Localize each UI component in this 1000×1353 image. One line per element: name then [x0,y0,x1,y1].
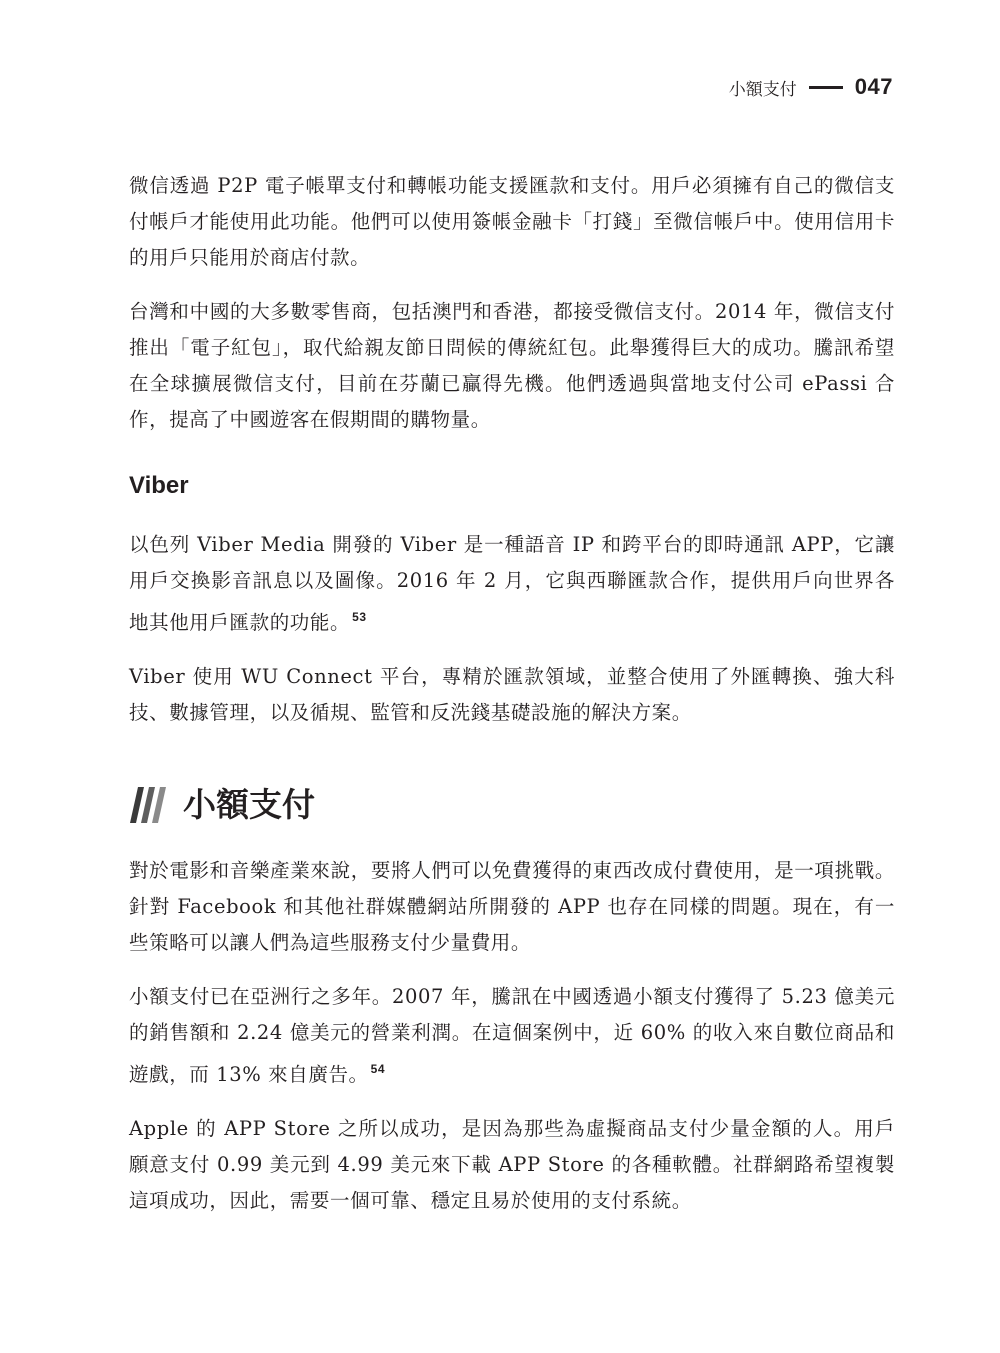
paragraph-viber-intro-text: 以色列 Viber Media 開發的 Viber 是一種語音 IP 和跨平台的即時通訊 APP，它讓用戶交換影音訊息以及圖像。2016 年 2 月，它與西聯匯款合作，提供用戶向世界各地其他用戶匯款的功能。 [129,533,895,634]
paragraph-micropay-tencent [129,979,895,1093]
paragraph-micropay-challenge: 對於電影和音樂產業來說，要將人們可以免費獲得的東西改成付費使用，是一項挑戰。針對 Facebook 和其他社群媒體網站所開發的 APP 也存在同樣的問題。現在，有一些策略可以讓人們為這些服務支付少量費用。 [129,859,895,954]
paragraph-viber-wu-connect: Viber 使用 WU Connect 平台，專精於匯款領域，並整合使用了外匯轉換、強大科技、數據管理，以及循規、監管和反洗錢基礎設施的解決方案。 [129,665,895,724]
page-body [129,168,895,1237]
paragraph-wechat-p2p: 微信透過 P2P 電子帳單支付和轉帳功能支援匯款和支付。用戶必須擁有自己的微信支付帳戶才能使用此功能。他們可以使用簽帳金融卡「打錢」至微信帳戶中。使用信用卡的用戶只能用於商店付款。 [129,174,895,269]
triple-slash-icon [129,785,169,825]
paragraph-viber-intro [129,527,895,641]
section-heading-micropayment [129,783,895,827]
section-heading-text: 小額支付 [183,785,315,824]
footnote-ref-53: 53 [352,610,367,624]
subheading-viber: Viber [129,472,189,499]
paragraph-micropay-apple: Apple 的 APP Store 之所以成功，是因為那些為虛擬商品支付少量金額的人。用戶願意支付 0.99 美元到 4.99 美元來下載 APP Store 的各種軟體。社群網路希望複製這項成功，因此，需要一個可靠、穩定且易於使用的支付系統。 [129,1117,895,1212]
running-header [729,74,893,100]
running-header-title: 小額支付 [728,79,797,100]
header-rule [809,86,843,89]
footnote-ref-54: 54 [370,1062,386,1076]
paragraph-wechat-retail: 台灣和中國的大多數零售商，包括澳門和香港，都接受微信支付。2014 年，微信支付推出「電子紅包」，取代給親友節日問候的傳統紅包。此舉獲得巨大的成功。騰訊希望在全球擴展微信支付，目前在芬蘭已贏得先機。他們透過與當地支付公司 ePassi 合作，提高了中國遊客在假期間的購物量。 [129,300,895,431]
paragraph-micropay-tencent-text: 小額支付已在亞洲行之多年。2007 年，騰訊在中國透過小額支付獲得了 5.23 億美元的銷售額和 2.24 億美元的營業利潤。在這個案例中，近 60% 的收入來自數位商品和遊戲，而 13% 來自廣告。 [129,985,895,1086]
page-number: 047 [854,74,893,99]
